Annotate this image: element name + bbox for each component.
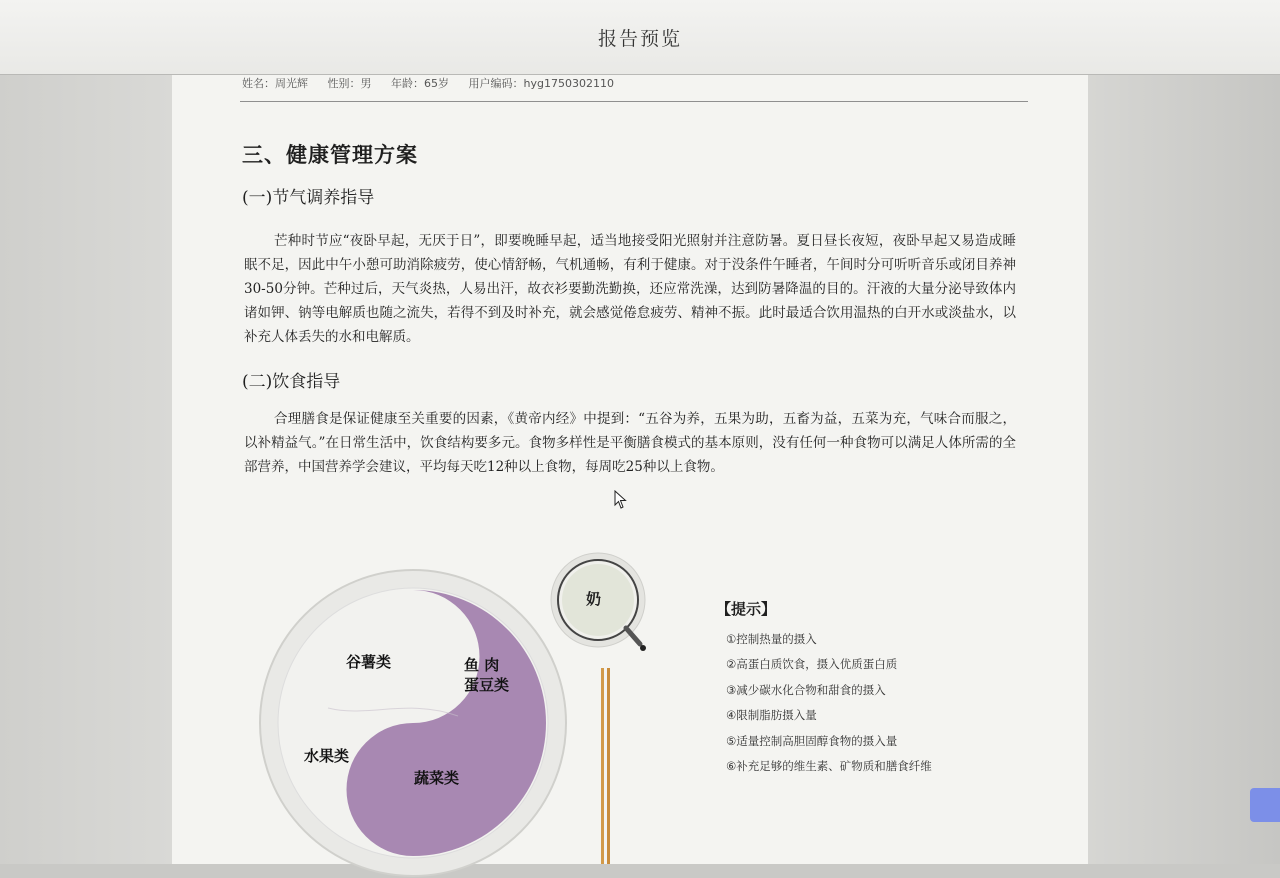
mouse-cursor-icon xyxy=(614,490,628,510)
patient-name: 姓名：周光辉 xyxy=(242,77,308,90)
food-plate-diagram xyxy=(258,568,568,878)
patient-info-row xyxy=(242,75,630,91)
tip-item: ②高蛋白质饮食，摄入优质蛋白质 xyxy=(726,657,898,672)
patient-user-code: 用户编码：hyg1750302110 xyxy=(468,77,614,90)
header-divider xyxy=(240,101,1028,102)
label-meat-line1: 鱼 肉 xyxy=(464,656,500,674)
tip-item: ⑥补充足够的维生素、矿物质和膳食纤维 xyxy=(726,758,932,773)
solar-term-paragraph: 芒种时节应“夜卧早起，无厌于日”，即要晚睡早起，适当地接受阳光照射并注意防暑。夏日昼长夜短，夜卧早起又易造成睡眠不足，因此中午小憩可助消除疲劳，使心情舒畅，气机通畅，有利于健康。对于没条件午睡者，午间时分可听听音乐或闭目养神30-50分钟。芒种过后，天气炎热，人易出汗，故衣衫要勤洗勤换，还应常洗澡，达到防暑降温的目的。汗液的大量分泌导致体内诸如钾、钠等电解质也随之流失，若得不到及时补充，就会感觉倦怠疲劳、精神不振。此时最适合饮用温热的白开水或淡盐水，以补充人体丢失的水和电解质。 xyxy=(244,233,1016,345)
diet-paragraph: 合理膳食是保证健康至关重要的因素，《黄帝内经》中提到：“五谷为养，五果为助，五畜为益，五菜为充，气味合而服之，以补精益气。”在日常生活中，饮食结构要多元。食物多样性是平衡膳食模式的基本原则，没有任何一种食物可以满足人体所需的全部营养，中国营养学会建议，平均每天吃12种以上食物，每周吃25种以上食物。 xyxy=(244,411,1016,475)
label-meat-line2: 蛋豆类 xyxy=(464,676,510,694)
label-milk: 奶 xyxy=(586,590,602,608)
window-titlebar xyxy=(0,0,1280,75)
side-floating-button[interactable] xyxy=(1250,788,1280,822)
label-vegetables: 蔬菜类 xyxy=(414,769,460,787)
tip-item: ⑤适量控制高胆固醇食物的摄入量 xyxy=(726,733,898,748)
subsection-title-diet: (二)饮食指导 xyxy=(242,372,341,392)
tip-item: ③减少碳水化合物和甜食的摄入 xyxy=(726,682,886,697)
tip-item: ①控制热量的摄入 xyxy=(726,632,817,646)
tips-panel xyxy=(716,598,932,783)
milk-cup-icon xyxy=(548,552,658,662)
chopsticks-icon xyxy=(600,668,612,864)
label-fruit: 水果类 xyxy=(304,747,350,765)
patient-gender: 性别：男 xyxy=(327,77,372,90)
section-title: 三、健康管理方案 xyxy=(242,142,418,167)
tip-item: ④限制脂肪摄入量 xyxy=(726,708,817,723)
left-gutter xyxy=(0,75,172,864)
subsection-title-solar-term: (一)节气调养指导 xyxy=(242,188,375,208)
label-grains: 谷薯类 xyxy=(346,653,392,671)
right-gutter[interactable] xyxy=(1088,75,1280,864)
tips-title: 【提示】 xyxy=(716,600,777,618)
patient-age: 年龄：65岁 xyxy=(391,77,449,90)
window-title: 报告预览 xyxy=(597,27,682,50)
